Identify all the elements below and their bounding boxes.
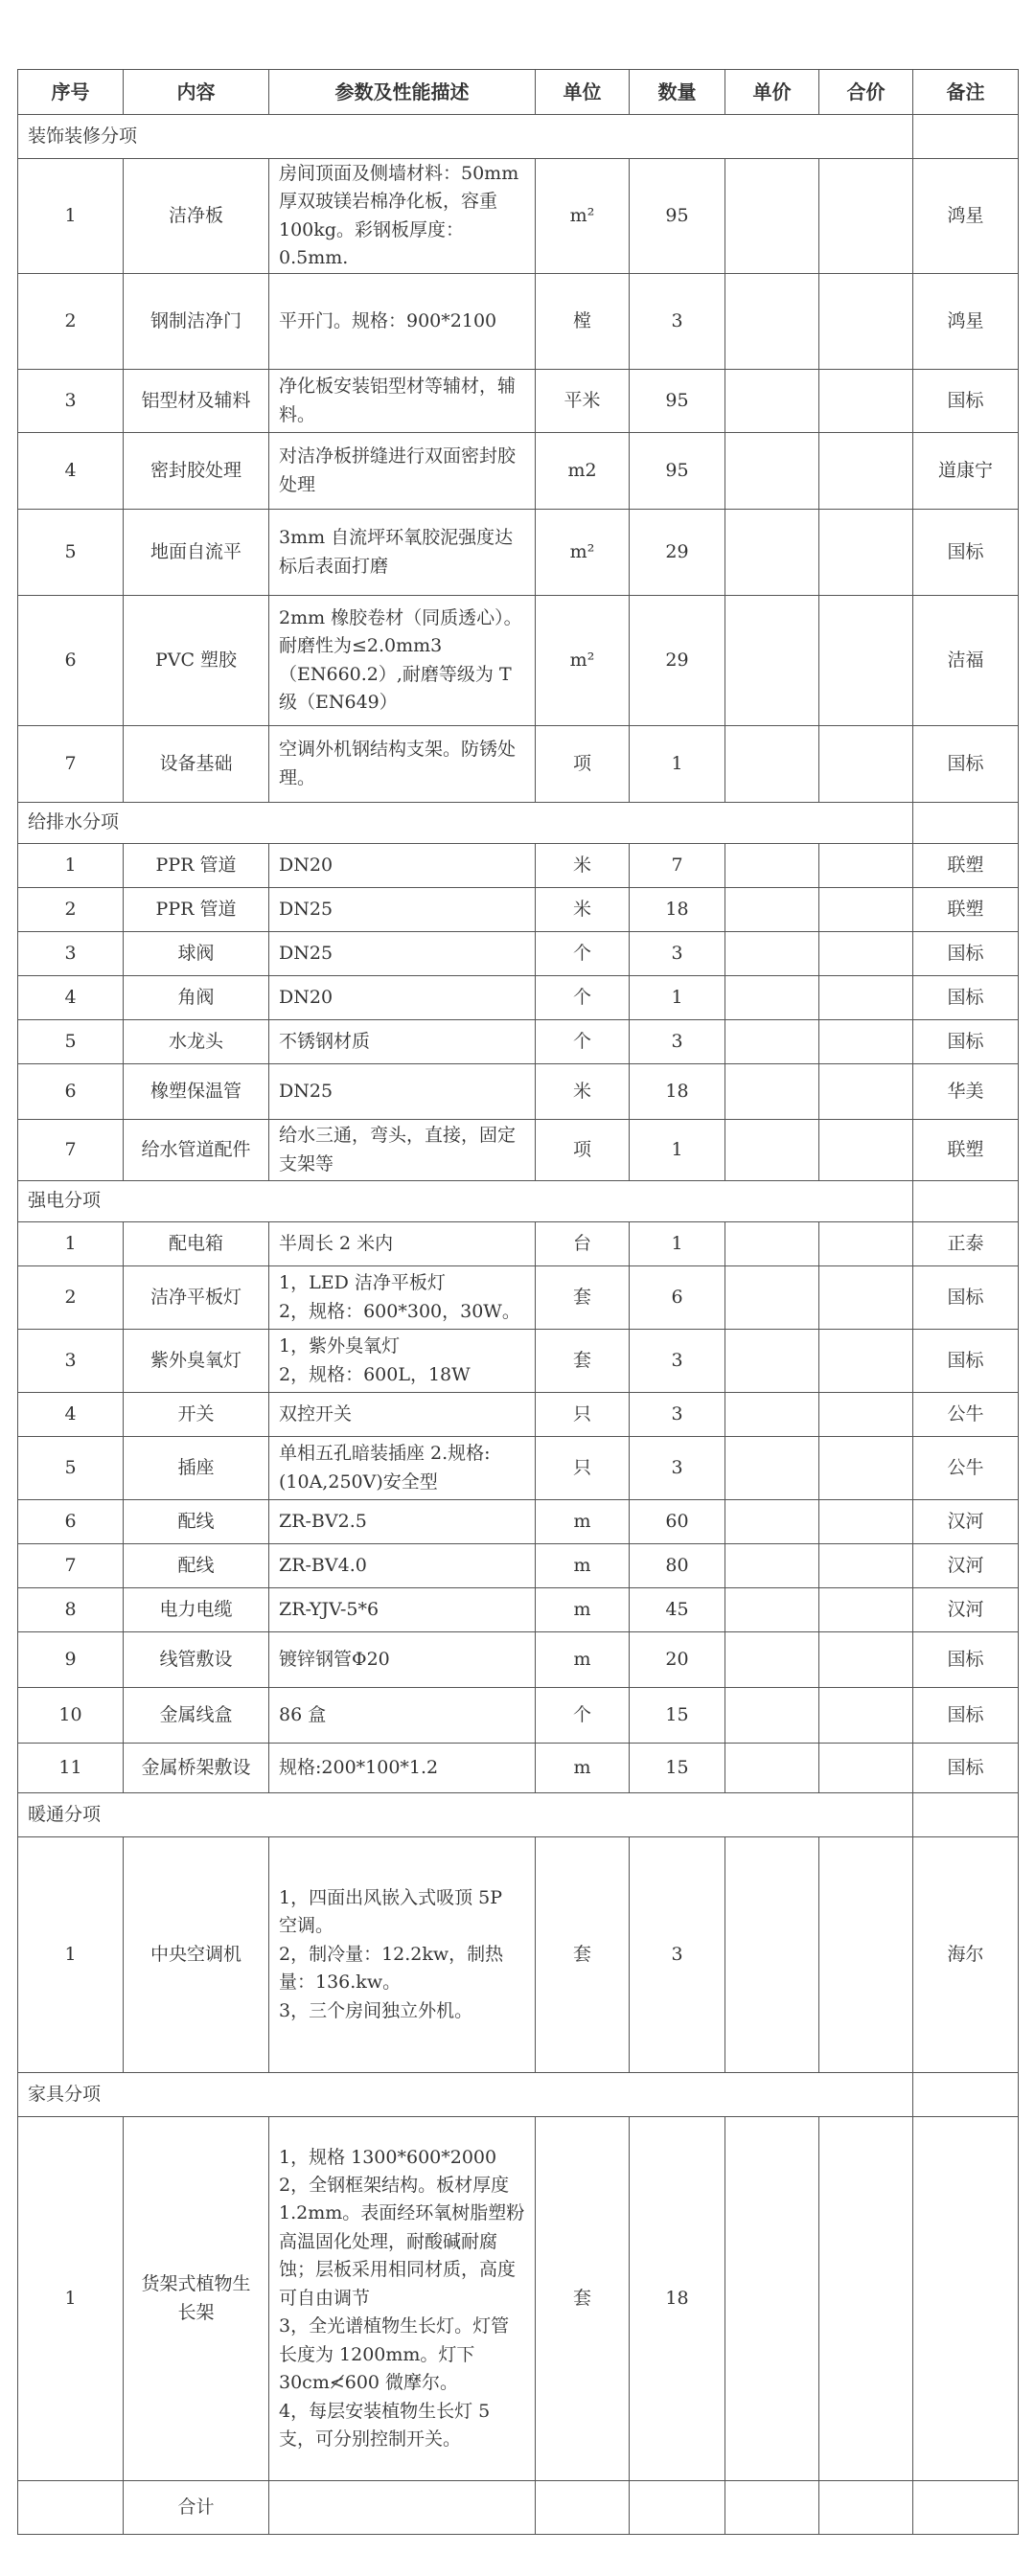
total-row-cell bbox=[630, 2481, 725, 2535]
row-item: 紫外臭氧灯 bbox=[124, 1330, 269, 1393]
row-note: 汉河 bbox=[913, 1544, 1019, 1588]
row-qty: 80 bbox=[630, 1544, 725, 1588]
row-note: 华美 bbox=[913, 1064, 1019, 1120]
row-qty: 6 bbox=[630, 1266, 725, 1330]
table-row bbox=[18, 510, 1019, 596]
row-unit: 只 bbox=[536, 1393, 630, 1437]
row-no: 1 bbox=[18, 1222, 124, 1266]
row-total bbox=[819, 1020, 913, 1064]
total-row-cell bbox=[18, 2481, 124, 2535]
row-item: 铝型材及辅料 bbox=[124, 370, 269, 433]
row-item: 球阀 bbox=[124, 932, 269, 976]
row-desc: 净化板安装铝型材等辅材，辅料。 bbox=[269, 370, 536, 433]
row-price bbox=[725, 976, 819, 1020]
row-note: 鸿星 bbox=[913, 159, 1019, 274]
row-price bbox=[725, 1588, 819, 1632]
row-no: 11 bbox=[18, 1744, 124, 1793]
row-desc: 镀锌钢管Φ20 bbox=[269, 1632, 536, 1688]
row-unit: 套 bbox=[536, 1330, 630, 1393]
section-header-row bbox=[18, 803, 1019, 844]
row-total bbox=[819, 1222, 913, 1266]
row-total bbox=[819, 159, 913, 274]
row-qty: 1 bbox=[630, 726, 725, 803]
row-total bbox=[819, 726, 913, 803]
row-unit: 个 bbox=[536, 932, 630, 976]
row-price bbox=[725, 1437, 819, 1500]
header-qty: 数量 bbox=[630, 70, 725, 115]
row-total bbox=[819, 844, 913, 888]
row-note: 国标 bbox=[913, 932, 1019, 976]
row-no: 6 bbox=[18, 1500, 124, 1544]
row-note: 道康宁 bbox=[913, 433, 1019, 510]
row-desc: 给水三通，弯头，直接，固定支架等 bbox=[269, 1120, 536, 1181]
row-unit: 项 bbox=[536, 726, 630, 803]
table-row bbox=[18, 1222, 1019, 1266]
row-unit: m bbox=[536, 1500, 630, 1544]
row-no: 5 bbox=[18, 510, 124, 596]
header-no: 序号 bbox=[18, 70, 124, 115]
row-unit: m² bbox=[536, 159, 630, 274]
row-note: 海尔 bbox=[913, 1837, 1019, 2073]
row-unit: m² bbox=[536, 596, 630, 726]
row-total bbox=[819, 1266, 913, 1330]
row-qty: 3 bbox=[630, 932, 725, 976]
total-row-cell bbox=[913, 2481, 1019, 2535]
row-total bbox=[819, 1437, 913, 1500]
total-row-cell bbox=[269, 2481, 536, 2535]
row-total bbox=[819, 1500, 913, 1544]
table-row bbox=[18, 1437, 1019, 1500]
section-note-cell bbox=[913, 1181, 1019, 1222]
row-qty: 3 bbox=[630, 1837, 725, 2073]
row-qty: 95 bbox=[630, 370, 725, 433]
table-row bbox=[18, 726, 1019, 803]
table-row bbox=[18, 1744, 1019, 1793]
row-desc: 空调外机钢结构支架。防锈处理。 bbox=[269, 726, 536, 803]
section-title: 家具分项 bbox=[18, 2073, 913, 2117]
row-no: 1 bbox=[18, 1837, 124, 2073]
row-total bbox=[819, 888, 913, 932]
row-desc: DN25 bbox=[269, 932, 536, 976]
quotation-table bbox=[17, 69, 1019, 2535]
row-item: 电力电缆 bbox=[124, 1588, 269, 1632]
row-note bbox=[913, 2117, 1019, 2481]
row-item: 水龙头 bbox=[124, 1020, 269, 1064]
row-qty: 1 bbox=[630, 1222, 725, 1266]
row-desc: DN25 bbox=[269, 1064, 536, 1120]
row-note: 汉河 bbox=[913, 1588, 1019, 1632]
row-total bbox=[819, 510, 913, 596]
row-no: 3 bbox=[18, 370, 124, 433]
row-note: 正泰 bbox=[913, 1222, 1019, 1266]
header-row bbox=[18, 70, 1019, 115]
section-title: 给排水分项 bbox=[18, 803, 913, 844]
row-unit: m bbox=[536, 1744, 630, 1793]
row-total bbox=[819, 1544, 913, 1588]
row-desc: 1，规格 1300*600*2000 2，全钢框架结构。板材厚度1.2mm。表面经环氧树脂塑粉高温固化处理，耐酸碱耐腐蚀；层板采用相同材质，高度可自由调节 3，全光谱植物生长灯。灯管长度为 1200mm。灯下 30cm≮600 微摩尔。 4，每层安装植物生长灯 5 支，可分别控制开关。 bbox=[269, 2117, 536, 2481]
row-desc: 对洁净板拼缝进行双面密封胶处理 bbox=[269, 433, 536, 510]
row-item: 角阀 bbox=[124, 976, 269, 1020]
row-note: 联塑 bbox=[913, 1120, 1019, 1181]
row-unit: 米 bbox=[536, 1064, 630, 1120]
row-no: 8 bbox=[18, 1588, 124, 1632]
row-no: 3 bbox=[18, 1330, 124, 1393]
row-item: 洁净板 bbox=[124, 159, 269, 274]
table-row bbox=[18, 1588, 1019, 1632]
row-price bbox=[725, 433, 819, 510]
row-item: 线管敷设 bbox=[124, 1632, 269, 1688]
row-price bbox=[725, 1222, 819, 1266]
row-desc: DN25 bbox=[269, 888, 536, 932]
row-no: 7 bbox=[18, 1544, 124, 1588]
table-row bbox=[18, 1544, 1019, 1588]
row-desc: DN20 bbox=[269, 844, 536, 888]
row-unit: 米 bbox=[536, 844, 630, 888]
row-price bbox=[725, 510, 819, 596]
row-desc: 不锈钢材质 bbox=[269, 1020, 536, 1064]
table-row bbox=[18, 596, 1019, 726]
row-note: 联塑 bbox=[913, 888, 1019, 932]
row-qty: 60 bbox=[630, 1500, 725, 1544]
row-total bbox=[819, 1120, 913, 1181]
row-desc: ZR-BV2.5 bbox=[269, 1500, 536, 1544]
row-price bbox=[725, 1544, 819, 1588]
section-header-row bbox=[18, 2073, 1019, 2117]
total-row-cell bbox=[536, 2481, 630, 2535]
row-qty: 45 bbox=[630, 1588, 725, 1632]
row-desc: 1，LED 洁净平板灯 2，规格：600*300，30W。 bbox=[269, 1266, 536, 1330]
table-row bbox=[18, 1064, 1019, 1120]
row-note: 公牛 bbox=[913, 1437, 1019, 1500]
row-unit: m bbox=[536, 1544, 630, 1588]
row-price bbox=[725, 159, 819, 274]
row-item: PPR 管道 bbox=[124, 888, 269, 932]
row-note: 国标 bbox=[913, 1330, 1019, 1393]
header-note: 备注 bbox=[913, 70, 1019, 115]
row-no: 5 bbox=[18, 1020, 124, 1064]
row-no: 7 bbox=[18, 1120, 124, 1181]
row-price bbox=[725, 1688, 819, 1744]
header-total: 合价 bbox=[819, 70, 913, 115]
row-item: 密封胶处理 bbox=[124, 433, 269, 510]
section-header-row bbox=[18, 1793, 1019, 1837]
row-price bbox=[725, 274, 819, 370]
row-price bbox=[725, 1632, 819, 1688]
row-desc: 86 盒 bbox=[269, 1688, 536, 1744]
section-header-row bbox=[18, 115, 1019, 159]
row-note: 国标 bbox=[913, 370, 1019, 433]
row-price bbox=[725, 370, 819, 433]
row-desc: ZR-BV4.0 bbox=[269, 1544, 536, 1588]
row-total bbox=[819, 2117, 913, 2481]
row-price bbox=[725, 1064, 819, 1120]
table-row bbox=[18, 1120, 1019, 1181]
row-item: 洁净平板灯 bbox=[124, 1266, 269, 1330]
row-desc: 双控开关 bbox=[269, 1393, 536, 1437]
row-desc: 单相五孔暗装插座 2.规格:(10A,250V)安全型 bbox=[269, 1437, 536, 1500]
table-row bbox=[18, 976, 1019, 1020]
row-desc: 房间顶面及侧墙材料：50mm厚双玻镁岩棉净化板，容重100kg。彩钢板厚度：0.5mm. bbox=[269, 159, 536, 274]
row-unit: 个 bbox=[536, 1020, 630, 1064]
total-label: 合计 bbox=[124, 2481, 269, 2535]
section-note-cell bbox=[913, 1793, 1019, 1837]
row-total bbox=[819, 1632, 913, 1688]
row-qty: 29 bbox=[630, 596, 725, 726]
row-item: 钢制洁净门 bbox=[124, 274, 269, 370]
table-row bbox=[18, 274, 1019, 370]
table-row bbox=[18, 1837, 1019, 2073]
row-price bbox=[725, 888, 819, 932]
row-price bbox=[725, 2117, 819, 2481]
row-price bbox=[725, 932, 819, 976]
row-item: 地面自流平 bbox=[124, 510, 269, 596]
row-total bbox=[819, 370, 913, 433]
row-unit: 平米 bbox=[536, 370, 630, 433]
row-item: 配线 bbox=[124, 1544, 269, 1588]
section-note-cell bbox=[913, 2073, 1019, 2117]
row-desc: 半周长 2 米内 bbox=[269, 1222, 536, 1266]
row-note: 洁福 bbox=[913, 596, 1019, 726]
table-row bbox=[18, 1632, 1019, 1688]
table-row bbox=[18, 1020, 1019, 1064]
row-unit: 套 bbox=[536, 2117, 630, 2481]
row-no: 4 bbox=[18, 1393, 124, 1437]
row-note: 国标 bbox=[913, 1020, 1019, 1064]
row-price bbox=[725, 1744, 819, 1793]
row-note: 国标 bbox=[913, 726, 1019, 803]
section-title: 强电分项 bbox=[18, 1181, 913, 1222]
row-desc: 3mm 自流坪环氧胶泥强度达标后表面打磨 bbox=[269, 510, 536, 596]
table-row bbox=[18, 1500, 1019, 1544]
row-price bbox=[725, 596, 819, 726]
row-item: 插座 bbox=[124, 1437, 269, 1500]
table-row bbox=[18, 844, 1019, 888]
row-unit: 项 bbox=[536, 1120, 630, 1181]
table-row bbox=[18, 2117, 1019, 2481]
row-price bbox=[725, 1020, 819, 1064]
row-no: 4 bbox=[18, 433, 124, 510]
row-qty: 18 bbox=[630, 1064, 725, 1120]
row-qty: 3 bbox=[630, 1020, 725, 1064]
row-note: 国标 bbox=[913, 1266, 1019, 1330]
row-total bbox=[819, 1744, 913, 1793]
row-note: 国标 bbox=[913, 510, 1019, 596]
row-total bbox=[819, 1588, 913, 1632]
row-unit: 台 bbox=[536, 1222, 630, 1266]
row-total bbox=[819, 932, 913, 976]
table-row bbox=[18, 932, 1019, 976]
row-qty: 1 bbox=[630, 1120, 725, 1181]
row-price bbox=[725, 1266, 819, 1330]
table-body bbox=[18, 115, 1019, 2535]
row-item: 金属桥架敷设 bbox=[124, 1744, 269, 1793]
row-total bbox=[819, 433, 913, 510]
row-note: 公牛 bbox=[913, 1393, 1019, 1437]
row-qty: 15 bbox=[630, 1744, 725, 1793]
row-unit: 套 bbox=[536, 1266, 630, 1330]
total-row bbox=[18, 2481, 1019, 2535]
row-no: 3 bbox=[18, 932, 124, 976]
row-unit: m bbox=[536, 1588, 630, 1632]
row-no: 2 bbox=[18, 274, 124, 370]
row-item: PVC 塑胶 bbox=[124, 596, 269, 726]
row-note: 鸿星 bbox=[913, 274, 1019, 370]
row-no: 1 bbox=[18, 2117, 124, 2481]
row-note: 汉河 bbox=[913, 1500, 1019, 1544]
row-qty: 29 bbox=[630, 510, 725, 596]
row-unit: 樘 bbox=[536, 274, 630, 370]
row-qty: 15 bbox=[630, 1688, 725, 1744]
row-note: 国标 bbox=[913, 1688, 1019, 1744]
table-row bbox=[18, 1688, 1019, 1744]
section-header-row bbox=[18, 1181, 1019, 1222]
row-price bbox=[725, 1837, 819, 2073]
row-qty: 95 bbox=[630, 433, 725, 510]
row-total bbox=[819, 274, 913, 370]
row-unit: m2 bbox=[536, 433, 630, 510]
row-no: 4 bbox=[18, 976, 124, 1020]
section-note-cell bbox=[913, 803, 1019, 844]
header-price: 单价 bbox=[725, 70, 819, 115]
row-no: 10 bbox=[18, 1688, 124, 1744]
row-qty: 7 bbox=[630, 844, 725, 888]
row-total bbox=[819, 596, 913, 726]
header-item: 内容 bbox=[124, 70, 269, 115]
row-item: 给水管道配件 bbox=[124, 1120, 269, 1181]
row-qty: 3 bbox=[630, 1437, 725, 1500]
row-qty: 20 bbox=[630, 1632, 725, 1688]
row-price bbox=[725, 1330, 819, 1393]
section-title: 暖通分项 bbox=[18, 1793, 913, 1837]
table-row bbox=[18, 159, 1019, 274]
row-desc: 1，紫外臭氧灯 2，规格：600L，18W bbox=[269, 1330, 536, 1393]
table-row bbox=[18, 370, 1019, 433]
row-price bbox=[725, 726, 819, 803]
row-qty: 3 bbox=[630, 1393, 725, 1437]
row-note: 国标 bbox=[913, 1632, 1019, 1688]
row-item: 金属线盒 bbox=[124, 1688, 269, 1744]
table-row bbox=[18, 1330, 1019, 1393]
row-note: 联塑 bbox=[913, 844, 1019, 888]
row-item: PPR 管道 bbox=[124, 844, 269, 888]
row-unit: m² bbox=[536, 510, 630, 596]
header-unit: 单位 bbox=[536, 70, 630, 115]
section-title: 装饰装修分项 bbox=[18, 115, 913, 159]
row-price bbox=[725, 1393, 819, 1437]
row-item: 中央空调机 bbox=[124, 1837, 269, 2073]
row-desc: 1，四面出风嵌入式吸顶 5P 空调。 2，制冷量：12.2kw，制热量：136.kw。 3，三个房间独立外机。 bbox=[269, 1837, 536, 2073]
row-no: 1 bbox=[18, 159, 124, 274]
row-total bbox=[819, 1688, 913, 1744]
total-row-cell bbox=[819, 2481, 913, 2535]
row-qty: 95 bbox=[630, 159, 725, 274]
row-unit: 米 bbox=[536, 888, 630, 932]
row-qty: 18 bbox=[630, 2117, 725, 2481]
row-total bbox=[819, 1330, 913, 1393]
row-no: 1 bbox=[18, 844, 124, 888]
row-item: 配电箱 bbox=[124, 1222, 269, 1266]
row-qty: 1 bbox=[630, 976, 725, 1020]
row-desc: 平开门。规格：900*2100 bbox=[269, 274, 536, 370]
row-total bbox=[819, 1064, 913, 1120]
row-qty: 3 bbox=[630, 274, 725, 370]
row-total bbox=[819, 1393, 913, 1437]
section-note-cell bbox=[913, 115, 1019, 159]
row-no: 6 bbox=[18, 1064, 124, 1120]
row-unit: m bbox=[536, 1632, 630, 1688]
row-no: 5 bbox=[18, 1437, 124, 1500]
row-item: 开关 bbox=[124, 1393, 269, 1437]
row-price bbox=[725, 1500, 819, 1544]
row-desc: ZR-YJV-5*6 bbox=[269, 1588, 536, 1632]
row-unit: 个 bbox=[536, 1688, 630, 1744]
row-item: 设备基础 bbox=[124, 726, 269, 803]
row-item: 货架式植物生长架 bbox=[124, 2117, 269, 2481]
row-total bbox=[819, 976, 913, 1020]
row-desc: DN20 bbox=[269, 976, 536, 1020]
table-row bbox=[18, 1393, 1019, 1437]
total-row-cell bbox=[725, 2481, 819, 2535]
row-unit: 套 bbox=[536, 1837, 630, 2073]
row-desc: 规格:200*100*1.2 bbox=[269, 1744, 536, 1793]
row-total bbox=[819, 1837, 913, 2073]
row-unit: 只 bbox=[536, 1437, 630, 1500]
table-row bbox=[18, 433, 1019, 510]
table-row bbox=[18, 1266, 1019, 1330]
header-desc: 参数及性能描述 bbox=[269, 70, 536, 115]
row-price bbox=[725, 844, 819, 888]
row-no: 7 bbox=[18, 726, 124, 803]
row-item: 配线 bbox=[124, 1500, 269, 1544]
row-qty: 18 bbox=[630, 888, 725, 932]
row-note: 国标 bbox=[913, 1744, 1019, 1793]
row-no: 9 bbox=[18, 1632, 124, 1688]
row-item: 橡塑保温管 bbox=[124, 1064, 269, 1120]
row-note: 国标 bbox=[913, 976, 1019, 1020]
row-qty: 3 bbox=[630, 1330, 725, 1393]
row-price bbox=[725, 1120, 819, 1181]
row-unit: 个 bbox=[536, 976, 630, 1020]
row-no: 6 bbox=[18, 596, 124, 726]
row-no: 2 bbox=[18, 888, 124, 932]
row-desc: 2mm 橡胶卷材（同质透心）。耐磨性为≤2.0mm3（EN660.2）,耐磨等级为 T级（EN649） bbox=[269, 596, 536, 726]
table-row bbox=[18, 888, 1019, 932]
row-no: 2 bbox=[18, 1266, 124, 1330]
